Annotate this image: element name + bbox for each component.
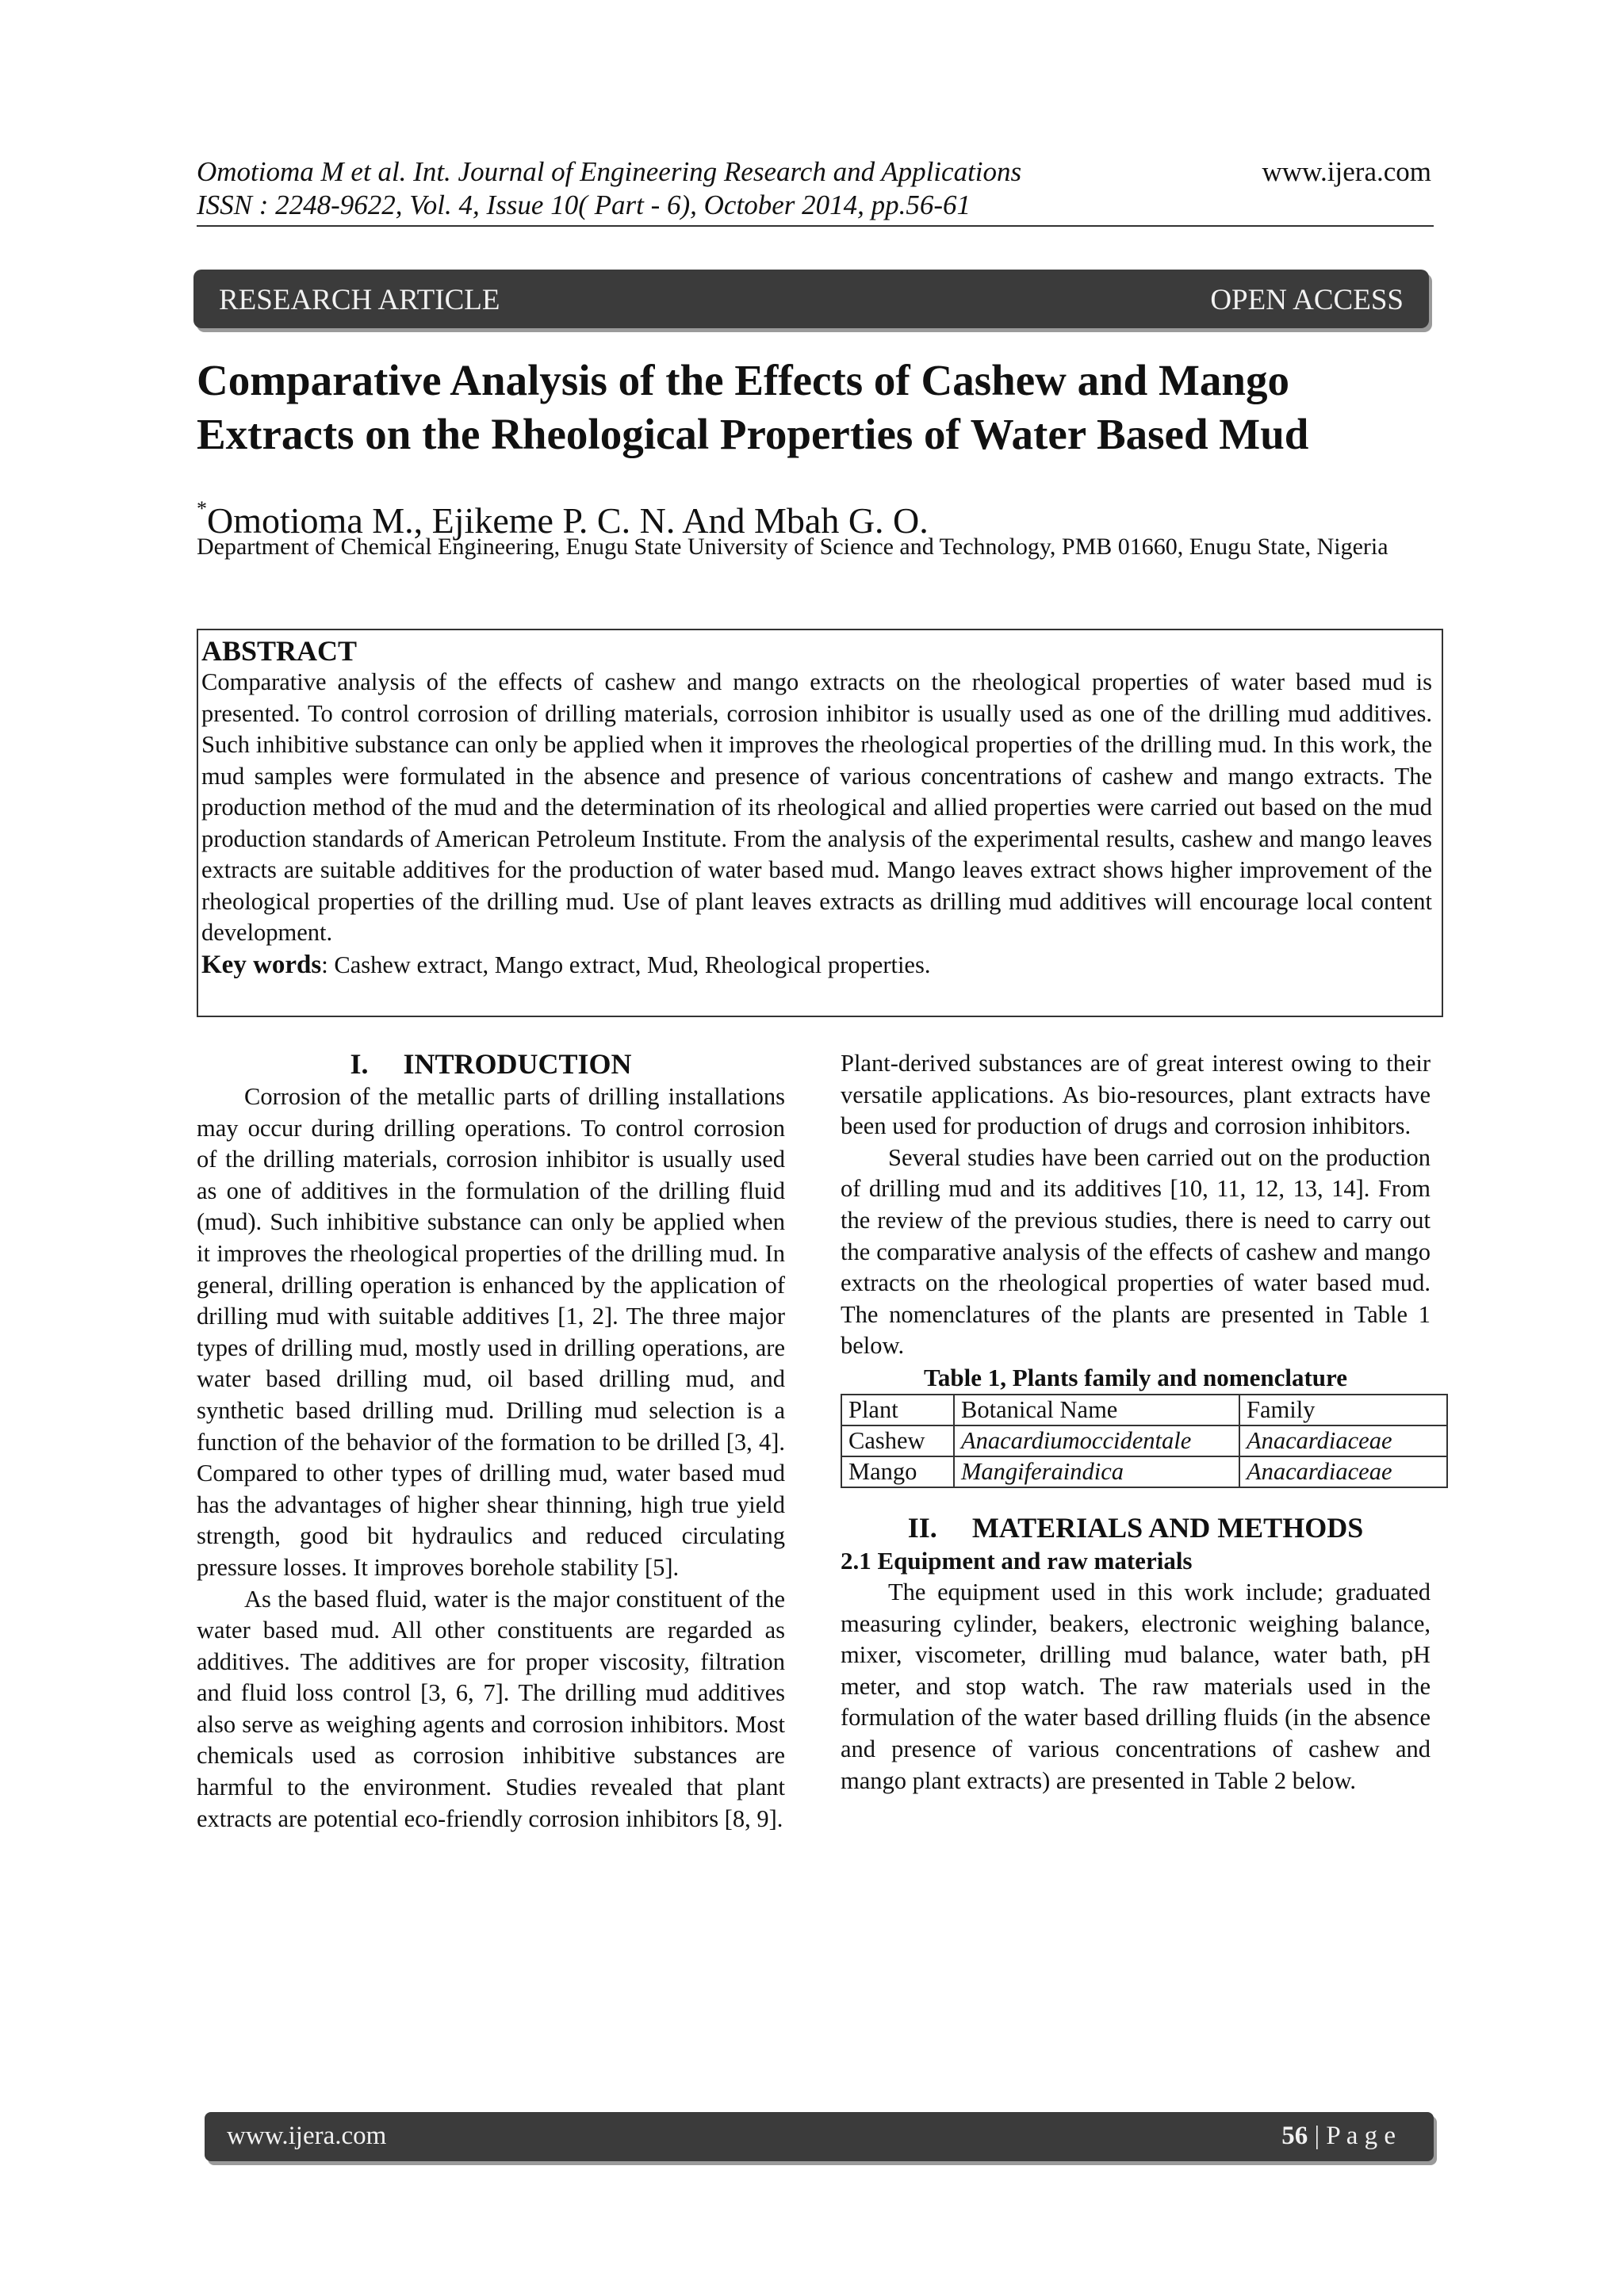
page-number: 56 [1281, 2122, 1308, 2150]
right-column [841, 1048, 1431, 1797]
table-header-cell: Plant [841, 1395, 954, 1425]
research-article-label: RESEARCH ARTICLE [219, 284, 500, 316]
keywords-text: : Cashew extract, Mango extract, Mud, Rheological properties. [321, 951, 931, 978]
left-column [197, 1047, 785, 1835]
table-1-caption: Table 1, Plants family and nomenclature [924, 1363, 1347, 1391]
journal-line: Omotioma M et al. Int. Journal of Engineering Research and Applications [197, 156, 1022, 187]
authors-text: Omotioma M., Ejikeme P. C. N. And Mbah G. O. [207, 500, 929, 541]
abstract-box [197, 629, 1443, 1017]
header-divider [197, 225, 1434, 227]
intro-paragraph-2: As the based fluid, water is the major constituent of the water based mud. All other constituents are regarded as additives. The additives are for proper viscosity, filtration and fluid loss control [3, 6, 7]. The drilling mud additives also serve as weighing agents and corrosion inhibitors. Most chemicals used as corrosion inhibitive substances are harmful to the environment. Studies revealed that plant extracts are potential eco-friendly corrosion inhibitors [8, 9]. [197, 1585, 785, 1832]
page-indicator [1281, 2122, 1396, 2151]
table-header-cell: Family [1239, 1395, 1447, 1425]
section-number: II. [907, 1511, 937, 1544]
section-heading-introduction [197, 1047, 785, 1081]
section-number: I. [350, 1048, 369, 1080]
footer-website-link[interactable]: www.ijera.com [227, 2122, 387, 2150]
page-footer [205, 2112, 1434, 2161]
table-row [841, 1425, 1447, 1456]
table-header-cell: Botanical Name [954, 1395, 1239, 1425]
running-header [197, 155, 1228, 222]
intro-paragraph-1: Corrosion of the metallic parts of drilling installations may occur during drilling operations. To control corrosion of the drilling materials, corrosion inhibitor is usually used as one of additives in the formulation of the drilling fluid (mud). Such inhibitive substance can only be applied when it improves the rheological properties of the drilling mud. In general, drilling operation is enhanced by the application of drilling mud with suitable additives [1, 2]. The three major types of drilling mud, mostly used in drilling operations, are water based drilling mud, oil based drilling mud, and synthetic based drilling mud. Drilling mud selection is a function of the behavior of the formation to be drilled [3, 4]. Compared to other types of drilling mud, water based mud has the advantages of higher shear thinning, high true yield strength, good bit hydraulics and reduced circulating pressure losses. It improves borehole stability [5]. [197, 1083, 785, 1581]
keywords-label: Key words [201, 950, 322, 979]
page-label: | P a g e [1308, 2122, 1396, 2150]
section-heading-methods [841, 1510, 1431, 1545]
table-cell: Anacardiaceae [1239, 1456, 1447, 1487]
intro-paragraph-4: Several studies have been carried out on the production of drilling mud and its additives [10, 11, 12, 13, 14]. From the review of the previous studies, there is need to carry out the comparative analysis of the effects of cashew and mango extracts on the rheological properties of water based mud. The nomenclatures of the plants are presented in Table 1 below. [841, 1143, 1431, 1360]
keywords [201, 949, 1438, 981]
table-row [841, 1456, 1447, 1487]
section-title: MATERIALS AND METHODS [971, 1511, 1364, 1544]
table-cell: Anacardiumoccidentale [954, 1425, 1239, 1456]
paper-title [197, 354, 1434, 461]
abstract-body: Comparative analysis of the effects of cashew and mango extracts on the rheological properties of water based mud is presented. To control corrosion of drilling materials, corrosion inhibitor is usually used as one of the drilling mud additives. Such inhibitive substance can only be applied when it improves the rheological properties of the drilling mud. In this work, the mud samples were formulated in the absence and presence of various concentrations of cashew and mango extracts. The production method of the mud and the determination of its rheological and allied properties were carried out based on the mud production standards of American Petroleum Institute. From the analysis of the experimental results, cashew and mango leaves extracts are suitable additives for the production of water based mud. Mango leaves extract shows higher improvement of the rheological properties of the drilling mud. Use of plant leaves extracts as drilling mud additives will encourage local content development. [201, 668, 1432, 946]
affiliation: Department of Chemical Engineering, Enugu State University of Science and Technology, PMB 01660, Enugu State, Nigeria [197, 534, 1388, 560]
issn-line: ISSN : 2248-9622, Vol. 4, Issue 10( Part - 6), October 2014, pp.56-61 [197, 189, 971, 220]
table-header-row [841, 1395, 1447, 1425]
table-cell: Anacardiaceae [1239, 1425, 1447, 1456]
corresponding-author-mark: * [197, 497, 207, 520]
abstract-heading: ABSTRACT [201, 635, 358, 667]
table-cell: Mango [841, 1456, 954, 1487]
table-cell: Mangiferaindica [954, 1456, 1239, 1487]
section-title: INTRODUCTION [403, 1048, 632, 1080]
open-access-label: OPEN ACCESS [1210, 284, 1404, 316]
subsection-heading: 2.1 Equipment and raw materials [841, 1546, 1193, 1575]
title-line-1: Comparative Analysis of the Effects of Cashew and Mango [197, 356, 1290, 404]
methods-paragraph-1: The equipment used in this work include; graduated measuring cylinder, beakers, electronic weighing balance, mixer, viscometer, drilling mud balance, water bath, pH meter, and stop watch. The raw materials used in the formulation of the water based drilling fluids (in the absence and presence of various concentrations of cashew and mango plant extracts) are presented in Table 2 below. [841, 1578, 1431, 1794]
title-line-2: Extracts on the Rheological Properties of Water Based Mud [197, 410, 1309, 458]
article-type-banner [193, 270, 1429, 328]
header-website-link[interactable]: www.ijera.com [1262, 156, 1431, 187]
table-1 [841, 1394, 1448, 1488]
table-cell: Cashew [841, 1425, 954, 1456]
intro-paragraph-3: Plant-derived substances are of great interest owing to their versatile applications. As bio-resources, plant extracts have been used for production of drugs and corrosion inhibitors. [841, 1050, 1431, 1140]
